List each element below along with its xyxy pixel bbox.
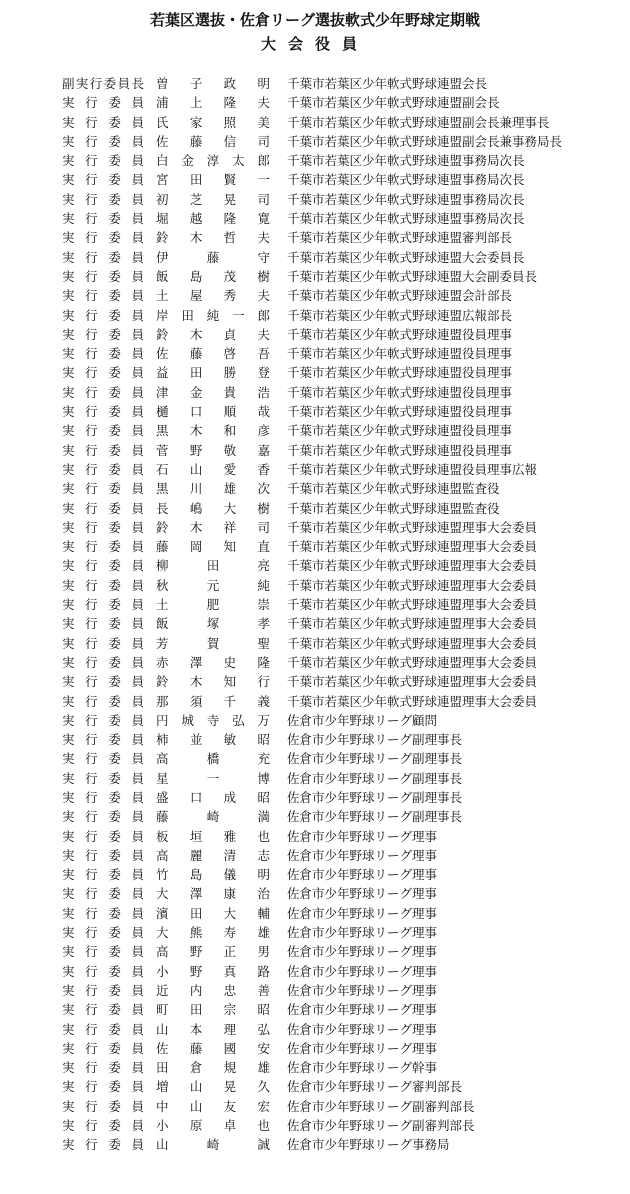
official-organization: 佐倉市少年野球リーグ審判部長 xyxy=(287,1079,463,1095)
official-name: 鈴 木 貞 夫 xyxy=(156,326,270,342)
official-organization: 佐倉市少年野球リーグ理事 xyxy=(287,944,438,960)
official-organization: 千葉市若葉区少年軟式野球連盟会長 xyxy=(287,76,488,91)
official-row xyxy=(0,556,630,575)
official-name: 高 麗 清 志 xyxy=(156,847,270,863)
official-name: 飯 島 茂 樹 xyxy=(156,268,270,284)
official-name: 飯 塚 孝 xyxy=(156,616,270,632)
official-row xyxy=(0,827,630,846)
official-row xyxy=(0,1097,630,1116)
official-organization: 佐倉市少年野球リーグ理事 xyxy=(287,1021,438,1037)
official-name: 堀 越 隆 寛 xyxy=(156,211,270,227)
official-role: 実 行 委 員 xyxy=(62,982,144,998)
official-role: 実 行 委 員 xyxy=(62,751,144,767)
official-role: 実 行 委 員 xyxy=(62,268,144,284)
official-row xyxy=(0,653,630,672)
official-name: 菅 野 敬 嘉 xyxy=(156,442,270,458)
official-organization: 千葉市若葉区少年軟式野球連盟理事大会委員 xyxy=(287,693,538,709)
official-row xyxy=(0,884,630,903)
official-name: 鈴 木 祥 司 xyxy=(156,519,270,535)
official-row xyxy=(0,865,630,884)
official-role: 実 行 委 員 xyxy=(62,95,144,111)
official-name: 黒 木 和 彦 xyxy=(156,423,270,439)
official-name: 大 澤 康 治 xyxy=(156,886,270,902)
official-name: 近 内 忠 善 xyxy=(156,982,270,998)
official-organization: 千葉市若葉区少年軟式野球連盟副会長兼事務局長 xyxy=(287,133,563,149)
official-organization: 千葉市若葉区少年軟式野球連盟役員理事 xyxy=(287,384,513,400)
official-row xyxy=(0,1039,630,1058)
official-role: 実 行 委 員 xyxy=(62,230,144,246)
official-organization: 千葉市若葉区少年軟式野球連盟理事大会委員 xyxy=(287,597,538,613)
official-role: 実 行 委 員 xyxy=(62,886,144,902)
official-organization: 千葉市若葉区少年軟式野球連盟役員理事広報 xyxy=(287,461,538,477)
official-name: 柿 並 敏 昭 xyxy=(156,732,270,748)
official-name: 佐 藤 啓 吾 xyxy=(156,346,270,362)
official-row xyxy=(0,499,630,518)
official-organization: 千葉市若葉区少年軟式野球連盟役員理事 xyxy=(287,404,513,420)
official-row xyxy=(0,807,630,826)
official-name: 鈴 木 哲 夫 xyxy=(156,230,270,246)
official-organization: 千葉市若葉区少年軟式野球連盟役員理事 xyxy=(287,365,513,381)
official-organization: 千葉市若葉区少年軟式野球連盟副会長 xyxy=(287,95,500,111)
official-organization: 千葉市若葉区少年軟式野球連盟事務局次長 xyxy=(287,191,525,207)
official-role: 実 行 委 員 xyxy=(62,597,144,613)
official-role: 実 行 委 員 xyxy=(62,326,144,342)
official-organization: 佐倉市少年野球リーグ理事 xyxy=(287,982,438,998)
official-role: 実 行 委 員 xyxy=(62,288,144,304)
official-role: 実 行 委 員 xyxy=(62,905,144,921)
official-role: 実 行 委 員 xyxy=(62,404,144,420)
official-organization: 千葉市若葉区少年軟式野球連盟役員理事 xyxy=(287,442,513,458)
official-row xyxy=(0,1000,630,1019)
official-role: 実 行 委 員 xyxy=(62,944,144,960)
official-name: 山 本 理 弘 xyxy=(156,1021,270,1037)
official-row xyxy=(0,248,630,267)
official-name: 長 嶋 大 樹 xyxy=(156,500,270,516)
official-organization: 佐倉市少年野球リーグ副理事長 xyxy=(287,809,463,825)
official-role: 実 行 委 員 xyxy=(62,384,144,400)
official-name: 津 金 貴 浩 xyxy=(156,384,270,400)
official-row xyxy=(0,286,630,305)
official-organization: 佐倉市少年野球リーグ理事 xyxy=(287,963,438,979)
official-organization: 千葉市若葉区少年軟式野球連盟理事大会委員 xyxy=(287,674,538,690)
official-name: 町 田 宗 昭 xyxy=(156,1002,270,1018)
official-name: 秋 元 純 xyxy=(156,577,270,593)
official-name: 白 金 淳 太 郎 xyxy=(156,153,270,169)
official-row xyxy=(0,228,630,247)
official-organization: 千葉市若葉区少年軟式野球連盟副会長兼理事長 xyxy=(287,114,550,130)
official-organization: 佐倉市少年野球リーグ理事 xyxy=(287,828,438,844)
official-row xyxy=(0,1020,630,1039)
official-name: 増 山 晃 久 xyxy=(156,1079,270,1095)
official-name: 藤 岡 知 直 xyxy=(156,539,270,555)
official-name: 濱 田 大 輔 xyxy=(156,905,270,921)
official-row xyxy=(0,846,630,865)
official-role: 実 行 委 員 xyxy=(62,1021,144,1037)
official-name: 赤 澤 史 隆 xyxy=(156,654,270,670)
official-row xyxy=(0,537,630,556)
official-name: 宮 田 賢 一 xyxy=(156,172,270,188)
official-name: 鈴 木 知 行 xyxy=(156,674,270,690)
official-row xyxy=(0,749,630,768)
official-row xyxy=(0,595,630,614)
official-organization: 千葉市若葉区少年軟式野球連盟監査役 xyxy=(287,481,500,497)
official-role: 実 行 委 員 xyxy=(62,712,144,728)
official-organization: 千葉市若葉区少年軟式野球連盟役員理事 xyxy=(287,346,513,362)
official-organization: 佐倉市少年野球リーグ幹事 xyxy=(287,1060,438,1076)
official-row xyxy=(0,306,630,325)
official-row xyxy=(0,209,630,228)
official-row xyxy=(0,479,630,498)
official-name: 円 城 寺 弘 万 xyxy=(156,712,270,728)
official-organization: 千葉市若葉区少年軟式野球連盟理事大会委員 xyxy=(287,519,538,535)
official-role: 実 行 委 員 xyxy=(62,1002,144,1018)
official-organization: 千葉市若葉区少年軟式野球連盟会計部長 xyxy=(287,288,513,304)
official-name: 氏 家 照 美 xyxy=(156,114,270,130)
official-role: 実 行 委 員 xyxy=(62,423,144,439)
official-name: 黒 川 雄 次 xyxy=(156,481,270,497)
official-role: 実 行 委 員 xyxy=(62,1040,144,1056)
official-organization: 佐倉市少年野球リーグ副理事長 xyxy=(287,770,463,786)
official-row xyxy=(0,325,630,344)
official-row xyxy=(0,190,630,209)
official-name: 土 肥 崇 xyxy=(156,597,270,613)
official-organization: 千葉市若葉区少年軟式野球連盟理事大会委員 xyxy=(287,635,538,651)
official-row xyxy=(0,363,630,382)
official-name: 曽 子 政 明 xyxy=(156,76,270,91)
official-role: 実 行 委 員 xyxy=(62,442,144,458)
official-organization: 千葉市若葉区少年軟式野球連盟理事大会委員 xyxy=(287,616,538,632)
official-organization: 千葉市若葉区少年軟式野球連盟理事大会委員 xyxy=(287,539,538,555)
official-organization: 佐倉市少年野球リーグ事務局 xyxy=(287,1137,450,1153)
official-role: 実 行 委 員 xyxy=(62,770,144,786)
official-row xyxy=(0,113,630,132)
official-organization: 佐倉市少年野球リーグ副理事長 xyxy=(287,751,463,767)
official-organization: 千葉市若葉区少年軟式野球連盟事務局次長 xyxy=(287,211,525,227)
official-row xyxy=(0,904,630,923)
officials-list xyxy=(0,74,630,1155)
official-row xyxy=(0,672,630,691)
official-name: 小 原 卓 也 xyxy=(156,1118,270,1134)
official-organization: 千葉市若葉区少年軟式野球連盟広報部長 xyxy=(287,307,513,323)
official-role: 実 行 委 員 xyxy=(62,1060,144,1076)
official-organization: 佐倉市少年野球リーグ理事 xyxy=(287,905,438,921)
official-organization: 佐倉市少年野球リーグ顧問 xyxy=(287,712,438,728)
official-row xyxy=(0,1058,630,1077)
official-row xyxy=(0,634,630,653)
official-organization: 千葉市若葉区少年軟式野球連盟理事大会委員 xyxy=(287,558,538,574)
official-role: 実 行 委 員 xyxy=(62,577,144,593)
official-row xyxy=(0,692,630,711)
official-row xyxy=(0,151,630,170)
official-role: 実 行 委 員 xyxy=(62,172,144,188)
official-row xyxy=(0,1135,630,1154)
official-name: 岸 田 純 一 郎 xyxy=(156,307,270,323)
official-name: 高 橋 充 xyxy=(156,751,270,767)
official-organization: 千葉市若葉区少年軟式野球連盟事務局次長 xyxy=(287,153,525,169)
official-organization: 佐倉市少年野球リーグ理事 xyxy=(287,886,438,902)
official-name: 板 垣 雅 也 xyxy=(156,828,270,844)
official-organization: 佐倉市少年野球リーグ理事 xyxy=(287,867,438,883)
official-organization: 佐倉市少年野球リーグ副審判部長 xyxy=(287,1118,475,1134)
official-row xyxy=(0,170,630,189)
official-name: 益 田 勝 登 xyxy=(156,365,270,381)
official-role: 実 行 委 員 xyxy=(62,847,144,863)
document-title: 若葉区選抜・佐倉リーグ選抜軟式少年野球定期戦 xyxy=(149,11,480,29)
official-name: 山 崎 誠 xyxy=(156,1137,270,1153)
official-name: 初 芝 晃 司 xyxy=(156,191,270,207)
official-row xyxy=(0,1116,630,1135)
official-row xyxy=(0,441,630,460)
official-name: 土 屋 秀 夫 xyxy=(156,288,270,304)
official-role: 実 行 委 員 xyxy=(62,249,144,265)
official-row xyxy=(0,460,630,479)
official-role: 実 行 委 員 xyxy=(62,963,144,979)
official-organization: 千葉市若葉区少年軟式野球連盟事務局次長 xyxy=(287,172,525,188)
official-role: 実 行 委 員 xyxy=(62,616,144,632)
official-role: 実 行 委 員 xyxy=(62,211,144,227)
official-name: 樋 口 順 哉 xyxy=(156,404,270,420)
official-row xyxy=(0,132,630,151)
official-name: 中 山 友 宏 xyxy=(156,1098,270,1114)
official-name: 盛 口 成 昭 xyxy=(156,789,270,805)
official-organization: 佐倉市少年野球リーグ理事 xyxy=(287,847,438,863)
official-organization: 佐倉市少年野球リーグ理事 xyxy=(287,1040,438,1056)
official-row xyxy=(0,788,630,807)
official-role: 実 行 委 員 xyxy=(62,153,144,169)
official-role: 実 行 委 員 xyxy=(62,191,144,207)
official-role: 実 行 委 員 xyxy=(62,1098,144,1114)
official-row xyxy=(0,402,630,421)
official-name: 藤 崎 満 xyxy=(156,809,270,825)
official-name: 芳 賀 聖 xyxy=(156,635,270,651)
official-role: 実 行 委 員 xyxy=(62,867,144,883)
official-role: 実 行 委 員 xyxy=(62,809,144,825)
official-role: 実 行 委 員 xyxy=(62,674,144,690)
official-row xyxy=(0,711,630,730)
official-row xyxy=(0,421,630,440)
official-role: 実 行 委 員 xyxy=(62,500,144,516)
official-role: 実 行 委 員 xyxy=(62,539,144,555)
official-organization: 佐倉市少年野球リーグ理事 xyxy=(287,925,438,941)
official-organization: 千葉市若葉区少年軟式野球連盟理事大会委員 xyxy=(287,654,538,670)
official-row xyxy=(0,730,630,749)
official-name: 佐 藤 國 安 xyxy=(156,1040,270,1056)
official-role: 実 行 委 員 xyxy=(62,461,144,477)
official-role: 実 行 委 員 xyxy=(62,1079,144,1095)
official-row xyxy=(0,518,630,537)
official-name: 田 倉 規 雄 xyxy=(156,1060,270,1076)
official-name: 大 熊 寿 雄 xyxy=(156,925,270,941)
official-row xyxy=(0,923,630,942)
official-role: 副 実 行 委 員 長 xyxy=(62,76,144,91)
official-row xyxy=(0,942,630,961)
official-organization: 千葉市若葉区少年軟式野球連盟理事大会委員 xyxy=(287,577,538,593)
official-row xyxy=(0,576,630,595)
official-row xyxy=(0,344,630,363)
official-role: 実 行 委 員 xyxy=(62,828,144,844)
official-name: 柳 田 亮 xyxy=(156,558,270,574)
official-row xyxy=(0,962,630,981)
official-organization: 佐倉市少年野球リーグ副審判部長 xyxy=(287,1098,475,1114)
official-role: 実 行 委 員 xyxy=(62,307,144,323)
official-role: 実 行 委 員 xyxy=(62,481,144,497)
official-name: 小 野 真 路 xyxy=(156,963,270,979)
official-role: 実 行 委 員 xyxy=(62,732,144,748)
official-role: 実 行 委 員 xyxy=(62,114,144,130)
official-row xyxy=(0,614,630,633)
official-role: 実 行 委 員 xyxy=(62,1137,144,1153)
official-organization: 千葉市若葉区少年軟式野球連盟監査役 xyxy=(287,500,500,516)
official-name: 星 一 博 xyxy=(156,770,270,786)
official-organization: 千葉市若葉区少年軟式野球連盟審判部長 xyxy=(287,230,513,246)
official-role: 実 行 委 員 xyxy=(62,133,144,149)
official-role: 実 行 委 員 xyxy=(62,789,144,805)
official-organization: 佐倉市少年野球リーグ理事 xyxy=(287,1002,438,1018)
official-name: 竹 島 儀 明 xyxy=(156,867,270,883)
official-organization: 千葉市若葉区少年軟式野球連盟役員理事 xyxy=(287,423,513,439)
official-organization: 千葉市若葉区少年軟式野球連盟大会委員長 xyxy=(287,249,525,265)
official-name: 佐 藤 信 司 xyxy=(156,133,270,149)
official-role: 実 行 委 員 xyxy=(62,558,144,574)
official-row xyxy=(0,74,630,93)
official-row xyxy=(0,267,630,286)
official-role: 実 行 委 員 xyxy=(62,635,144,651)
official-role: 実 行 委 員 xyxy=(62,519,144,535)
official-name: 那 須 千 義 xyxy=(156,693,270,709)
official-organization: 佐倉市少年野球リーグ副理事長 xyxy=(287,732,463,748)
official-role: 実 行 委 員 xyxy=(62,365,144,381)
official-organization: 千葉市若葉区少年軟式野球連盟役員理事 xyxy=(287,326,513,342)
official-row xyxy=(0,981,630,1000)
official-organization: 千葉市若葉区少年軟式野球連盟大会副委員長 xyxy=(287,268,538,284)
official-name: 高 野 正 男 xyxy=(156,944,270,960)
official-name: 伊 藤 守 xyxy=(156,249,270,265)
official-name: 浦 上 隆 夫 xyxy=(156,95,270,111)
official-role: 実 行 委 員 xyxy=(62,654,144,670)
official-row xyxy=(0,93,630,112)
official-row xyxy=(0,769,630,788)
official-row xyxy=(0,383,630,402)
official-role: 実 行 委 員 xyxy=(62,1118,144,1134)
official-role: 実 行 委 員 xyxy=(62,346,144,362)
document-subtitle: 大会役員 xyxy=(260,35,369,53)
official-organization: 佐倉市少年野球リーグ副理事長 xyxy=(287,789,463,805)
official-row xyxy=(0,1077,630,1096)
official-name: 石 山 愛 香 xyxy=(156,461,270,477)
official-role: 実 行 委 員 xyxy=(62,693,144,709)
official-role: 実 行 委 員 xyxy=(62,925,144,941)
